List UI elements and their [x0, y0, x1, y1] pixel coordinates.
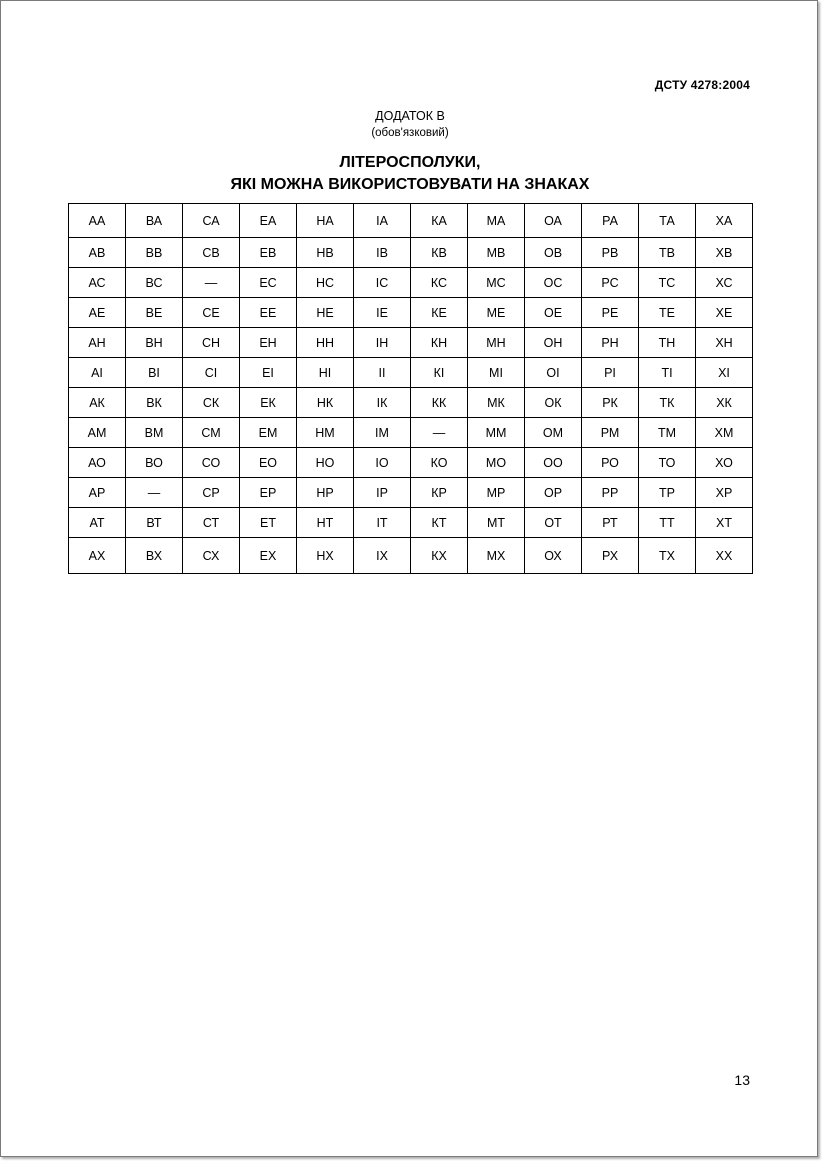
table-cell: МЕ: [468, 298, 525, 328]
table-cell: КІ: [411, 358, 468, 388]
table-cell: НА: [297, 204, 354, 238]
table-cell: АІ: [69, 358, 126, 388]
table-row: [69, 268, 753, 298]
table-cell: РС: [582, 268, 639, 298]
table-cell: ОР: [525, 478, 582, 508]
table-cell: АН: [69, 328, 126, 358]
table-cell: ЕК: [240, 388, 297, 418]
table-cell: РВ: [582, 238, 639, 268]
table-cell: ВО: [126, 448, 183, 478]
table-cell: РН: [582, 328, 639, 358]
table-cell: НН: [297, 328, 354, 358]
table-cell: ХМ: [696, 418, 753, 448]
table-cell: ІВ: [354, 238, 411, 268]
table-cell: ІР: [354, 478, 411, 508]
title-line-1: ЛІТЕРОСПОЛУКИ,: [339, 154, 481, 171]
table-cell: ВС: [126, 268, 183, 298]
table-cell: СМ: [183, 418, 240, 448]
table-cell: КА: [411, 204, 468, 238]
table-cell: ОХ: [525, 538, 582, 574]
table-cell: МВ: [468, 238, 525, 268]
table-row: [69, 538, 753, 574]
table-cell: ІМ: [354, 418, 411, 448]
table-cell: ВТ: [126, 508, 183, 538]
table-cell: ІО: [354, 448, 411, 478]
table-cell: ХІ: [696, 358, 753, 388]
table-cell: МО: [468, 448, 525, 478]
table-cell: ХЕ: [696, 298, 753, 328]
table-cell: ІА: [354, 204, 411, 238]
table-cell: РТ: [582, 508, 639, 538]
table-row: [69, 358, 753, 388]
table-cell: ВІ: [126, 358, 183, 388]
table-cell: АР: [69, 478, 126, 508]
table-cell: ТВ: [639, 238, 696, 268]
table-cell: РХ: [582, 538, 639, 574]
table-body: [69, 204, 753, 574]
table-row: [69, 204, 753, 238]
table-cell: РК: [582, 388, 639, 418]
table-cell: СК: [183, 388, 240, 418]
table-cell: КВ: [411, 238, 468, 268]
table-row: [69, 508, 753, 538]
table-cell: ТН: [639, 328, 696, 358]
table-cell: ЕМ: [240, 418, 297, 448]
table-cell: —: [126, 478, 183, 508]
table-row: [69, 478, 753, 508]
table-cell: ОА: [525, 204, 582, 238]
table-cell: ХТ: [696, 508, 753, 538]
table-cell: ОТ: [525, 508, 582, 538]
table-cell: КХ: [411, 538, 468, 574]
table-cell: ОС: [525, 268, 582, 298]
table-cell: МА: [468, 204, 525, 238]
table-cell: ХР: [696, 478, 753, 508]
table-cell: ТК: [639, 388, 696, 418]
table-cell: НХ: [297, 538, 354, 574]
table-cell: АТ: [69, 508, 126, 538]
table-cell: ТЕ: [639, 298, 696, 328]
table-cell: —: [183, 268, 240, 298]
table-cell: НІ: [297, 358, 354, 388]
table-cell: ХК: [696, 388, 753, 418]
table-cell: ТХ: [639, 538, 696, 574]
table-cell: ОЕ: [525, 298, 582, 328]
table-cell: ЕО: [240, 448, 297, 478]
table-cell: НС: [297, 268, 354, 298]
table-cell: РА: [582, 204, 639, 238]
table-row: [69, 238, 753, 268]
table-cell: МТ: [468, 508, 525, 538]
table-cell: ТА: [639, 204, 696, 238]
title-line-2: ЯКІ МОЖНА ВИКОРИСТОВУВАТИ НА ЗНАКАХ: [230, 176, 590, 193]
table-cell: ЕН: [240, 328, 297, 358]
table-row: [69, 298, 753, 328]
table-cell: ВХ: [126, 538, 183, 574]
table-cell: ЕА: [240, 204, 297, 238]
table-cell: РМ: [582, 418, 639, 448]
table-cell: АЕ: [69, 298, 126, 328]
table-cell: ТТ: [639, 508, 696, 538]
table-cell: НМ: [297, 418, 354, 448]
table-cell: СЕ: [183, 298, 240, 328]
table-cell: КН: [411, 328, 468, 358]
table-cell: АМ: [69, 418, 126, 448]
table-cell: ТО: [639, 448, 696, 478]
table-cell: СІ: [183, 358, 240, 388]
table-cell: ІН: [354, 328, 411, 358]
table-cell: ОК: [525, 388, 582, 418]
table-cell: МХ: [468, 538, 525, 574]
table-cell: ЕІ: [240, 358, 297, 388]
table-cell: —: [411, 418, 468, 448]
table-cell: АХ: [69, 538, 126, 574]
table-cell: ОО: [525, 448, 582, 478]
table-cell: МР: [468, 478, 525, 508]
table-cell: ІТ: [354, 508, 411, 538]
annex-type: (обов'язковий): [371, 127, 449, 139]
table-cell: ТС: [639, 268, 696, 298]
table-cell: ВК: [126, 388, 183, 418]
table-cell: НТ: [297, 508, 354, 538]
table-row: [69, 328, 753, 358]
table-row: [69, 448, 753, 478]
table-cell: КК: [411, 388, 468, 418]
table-cell: НР: [297, 478, 354, 508]
table-cell: ХО: [696, 448, 753, 478]
table-cell: КО: [411, 448, 468, 478]
table-cell: АС: [69, 268, 126, 298]
page-number: 13: [734, 1072, 750, 1088]
table-cell: МІ: [468, 358, 525, 388]
table-cell: СА: [183, 204, 240, 238]
table-cell: МС: [468, 268, 525, 298]
table-cell: ЕХ: [240, 538, 297, 574]
table-cell: ЕС: [240, 268, 297, 298]
table-cell: АО: [69, 448, 126, 478]
table-cell: СВ: [183, 238, 240, 268]
letter-combinations-table: [68, 203, 753, 574]
table-cell: ХС: [696, 268, 753, 298]
table-cell: СХ: [183, 538, 240, 574]
table-cell: ОВ: [525, 238, 582, 268]
table-cell: НЕ: [297, 298, 354, 328]
table-cell: ТМ: [639, 418, 696, 448]
table-cell: ХН: [696, 328, 753, 358]
table-cell: ІЕ: [354, 298, 411, 328]
table-cell: АА: [69, 204, 126, 238]
table-row: [69, 388, 753, 418]
table-cell: ВН: [126, 328, 183, 358]
table-cell: ВМ: [126, 418, 183, 448]
table-cell: НВ: [297, 238, 354, 268]
table-cell: ЕЕ: [240, 298, 297, 328]
table-cell: ТР: [639, 478, 696, 508]
table-cell: НО: [297, 448, 354, 478]
annex-label: ДОДАТОК В: [375, 109, 445, 123]
table-cell: РР: [582, 478, 639, 508]
table-cell: СО: [183, 448, 240, 478]
table-cell: НК: [297, 388, 354, 418]
table-cell: ВА: [126, 204, 183, 238]
table-cell: КЕ: [411, 298, 468, 328]
table-cell: ХХ: [696, 538, 753, 574]
table-cell: ОМ: [525, 418, 582, 448]
table-cell: РО: [582, 448, 639, 478]
document-code: ДСТУ 4278:2004: [654, 78, 750, 92]
table-cell: ТІ: [639, 358, 696, 388]
table-cell: СН: [183, 328, 240, 358]
table-cell: ВВ: [126, 238, 183, 268]
table-cell: РЕ: [582, 298, 639, 328]
table-cell: ІС: [354, 268, 411, 298]
table-cell: ММ: [468, 418, 525, 448]
table-cell: АК: [69, 388, 126, 418]
table-cell: ВЕ: [126, 298, 183, 328]
table-cell: ЕТ: [240, 508, 297, 538]
table-cell: ІК: [354, 388, 411, 418]
table-cell: СР: [183, 478, 240, 508]
table-cell: ОІ: [525, 358, 582, 388]
table-cell: ЕР: [240, 478, 297, 508]
table-cell: ХА: [696, 204, 753, 238]
table-cell: АВ: [69, 238, 126, 268]
table-cell: ІХ: [354, 538, 411, 574]
table-cell: СТ: [183, 508, 240, 538]
table-cell: ОН: [525, 328, 582, 358]
table-cell: ІІ: [354, 358, 411, 388]
table-cell: ЕВ: [240, 238, 297, 268]
table-cell: КС: [411, 268, 468, 298]
page-title: [1, 152, 819, 196]
table-cell: РІ: [582, 358, 639, 388]
table-cell: ХВ: [696, 238, 753, 268]
table-cell: КТ: [411, 508, 468, 538]
table-cell: МН: [468, 328, 525, 358]
table-row: [69, 418, 753, 448]
table-cell: МК: [468, 388, 525, 418]
table-cell: КР: [411, 478, 468, 508]
